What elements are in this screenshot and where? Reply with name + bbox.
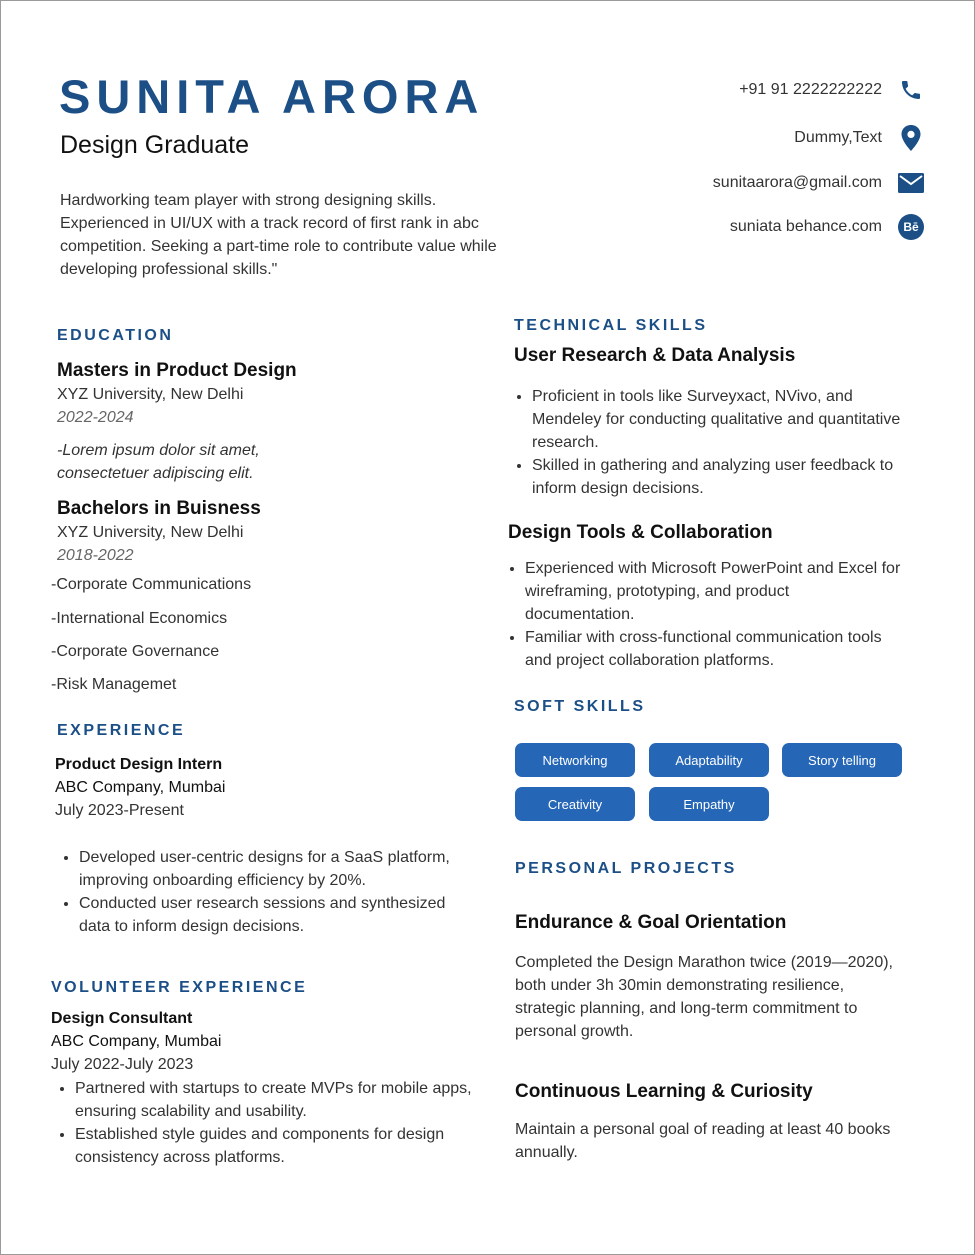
contact-location — [794, 125, 924, 151]
behance-icon-glyph: Bē — [898, 214, 924, 240]
volunteer-bullets — [51, 1077, 491, 1169]
bullet-item: • Established style guides and components for design consistency across platforms. — [75, 1123, 491, 1169]
soft-skills-heading: SOFT SKILLS — [514, 698, 646, 715]
education-degree: Masters in Product Design — [57, 360, 297, 381]
bullet-item: • Conducted user research sessions and synthesized data to inform design decisions. — [79, 892, 455, 938]
contact-phone — [739, 77, 924, 103]
bullet-item: • Familiar with cross-functional communication tools and project collaboration platforms. — [525, 626, 901, 672]
skill-tag: Creativity — [515, 787, 635, 821]
education-note: consectetuer adipiscing elit. — [57, 465, 254, 482]
education-years: 2018-2022 — [57, 547, 134, 564]
skill-tag: Empathy — [649, 787, 769, 821]
volunteer-company: ABC Company, Mumbai — [51, 1033, 222, 1050]
education-school: XYZ University, New Delhi — [57, 524, 244, 541]
course-item: -International Economics — [51, 610, 228, 627]
project-description: Completed the Design Marathon twice (2019—2020), both under 3h 30min demonstrating resilience, strategic planning, and long-term commitment to personal growth. — [515, 954, 893, 1040]
skill-group-bullets — [508, 385, 908, 500]
candidate-name: SUNITA ARORA — [59, 70, 485, 123]
skill-group-bullets — [501, 557, 901, 672]
experience-heading: EXPERIENCE — [57, 722, 186, 739]
behance-icon — [898, 214, 924, 240]
behance-text: suniata behance.com — [729, 218, 882, 235]
volunteer-heading: VOLUNTEER EXPERIENCE — [51, 979, 308, 996]
contact-email — [713, 170, 924, 196]
projects-heading: PERSONAL PROJECTS — [515, 860, 737, 877]
bullet-item: • Proficient in tools like Surveyxact, NVivo, and Mendeley for conducting qualitative and quantitative research. — [532, 385, 908, 454]
project-description: Maintain a personal goal of reading at least 40 books annually. — [515, 1121, 891, 1161]
course-item: -Corporate Governance — [51, 643, 220, 660]
bullet-item: • Partnered with startups to create MVPs for mobile apps, ensuring scalability and usability. — [75, 1077, 491, 1123]
education-heading: EDUCATION — [57, 327, 174, 344]
technical-skills-heading: TECHNICAL SKILLS — [514, 317, 708, 334]
bullet-item: • Developed user-centric designs for a SaaS platform, improving onboarding efficiency by 20%. — [79, 846, 455, 892]
skill-group-title: User Research & Data Analysis — [514, 345, 796, 366]
mail-icon — [898, 170, 924, 196]
location-pin-icon — [898, 125, 924, 151]
skill-tag: Adaptability — [649, 743, 769, 777]
location-text: Dummy,Text — [794, 129, 882, 146]
education-school: XYZ University, New Delhi — [57, 386, 244, 403]
project-title: Continuous Learning & Curiosity — [515, 1081, 813, 1102]
summary-line: Experienced in UI/UX with a track record of first rank in abc — [60, 215, 479, 232]
skill-group-title: Design Tools & Collaboration — [508, 522, 773, 543]
experience-company: ABC Company, Mumbai — [55, 779, 226, 796]
summary-line: Hardworking team player with strong designing skills. — [60, 192, 437, 209]
email-text: sunitaarora@gmail.com — [712, 174, 882, 191]
candidate-role: Design Graduate — [60, 131, 250, 159]
volunteer-title: Design Consultant — [51, 1010, 193, 1027]
course-item: -Corporate Communications — [51, 576, 252, 593]
experience-bullets — [55, 846, 455, 938]
experience-dates: July 2023-Present — [55, 802, 184, 819]
summary-line: developing professional skills." — [60, 261, 278, 278]
skill-tag: Story telling — [782, 743, 902, 777]
volunteer-dates: July 2022-July 2023 — [51, 1056, 194, 1073]
phone-text: +91 91 2222222222 — [739, 81, 882, 98]
contact-behance — [730, 214, 924, 240]
project-title: Endurance & Goal Orientation — [515, 912, 787, 933]
experience-title: Product Design Intern — [55, 756, 223, 773]
bullet-item: • Experienced with Microsoft PowerPoint and Excel for wireframing, prototyping, and product documentation. — [525, 557, 901, 626]
phone-icon — [898, 77, 924, 103]
skill-tag: Networking — [515, 743, 635, 777]
education-years: 2022-2024 — [57, 409, 134, 426]
education-degree: Bachelors in Buisness — [57, 498, 261, 519]
course-item: -Risk Managemet — [51, 676, 177, 693]
education-note: -Lorem ipsum dolor sit amet, — [57, 442, 260, 459]
summary-line: competition. Seeking a part-time role to contribute value while — [60, 238, 497, 255]
bullet-item: • Skilled in gathering and analyzing user feedback to inform design decisions. — [532, 454, 908, 500]
summary — [60, 189, 590, 281]
